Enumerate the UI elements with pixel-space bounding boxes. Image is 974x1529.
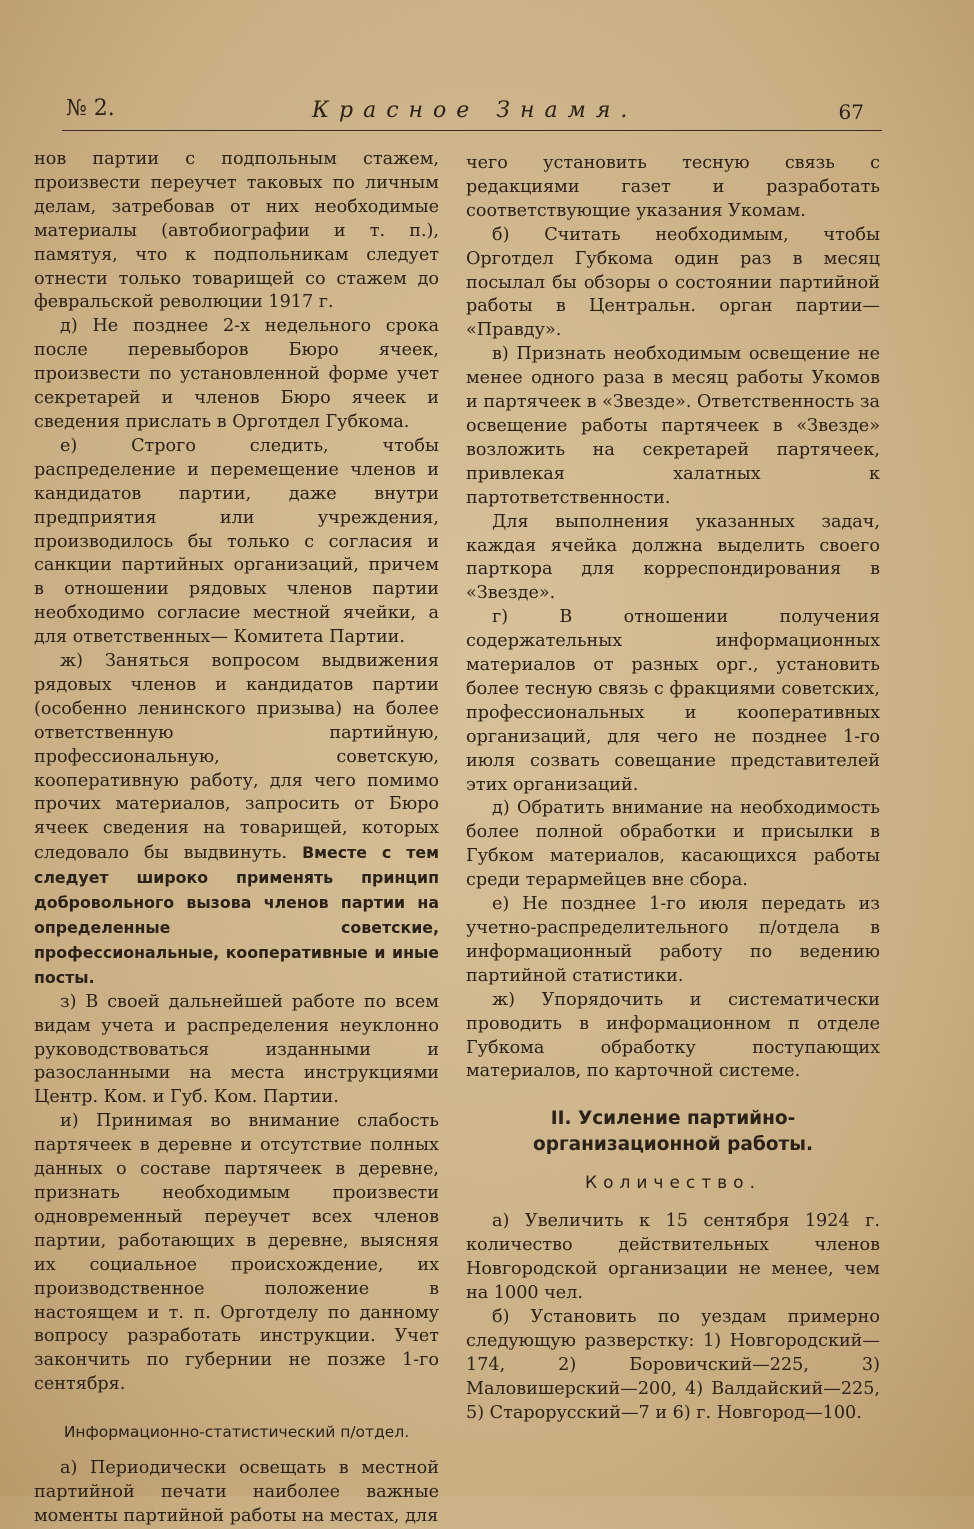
issue-number: № 2. bbox=[66, 96, 115, 121]
left-column bbox=[34, 148, 439, 1529]
page-number: 67 bbox=[838, 100, 864, 124]
paragraph: а) Периодически освещать в местной партийной печати наиболее важные моменты партийной работы на местах, для bbox=[34, 1458, 439, 1526]
paragraph bbox=[34, 650, 439, 991]
paragraph: б) Установить по уездам примерно следующую разверстку: 1) Новгородский—174, 2) Боровичский—225, 3) Маловишерский—200, 4) Валдайский—225, 5) Старорусский—7 и 6) г. Новгород—100. bbox=[466, 1306, 880, 1423]
paragraph: з) В своей дальнейшей работе по всем видам учета и распределения неуклонно руководствоваться изданными и разосланными на места инструкциями Центр. Ком. и Губ. Ком. Партии. bbox=[34, 991, 439, 1108]
paragraph: а) Увеличить к 15 сентября 1924 г. количество действительных членов Новгородской организации не менее, чем на 1000 чел. bbox=[466, 1211, 880, 1303]
paragraph: г) В отношении получения содержательных информационных материалов от разных орг., установить более тесную связь с фракциями советских, профессиональных и кооперативных организаций, для чего не позднее 1-го июля созвать совещание представителей этих организаций. bbox=[466, 607, 880, 795]
paragraph: д) Не позднее 2-х недельного срока после перевыборов Бюро ячеек, произвести по установленной форме учет секретарей и членов Бюро ячеек и сведения прислать в Орготдел Губкома. bbox=[34, 316, 439, 432]
paragraph: ж) Упорядочить и систематически проводить в информационном п отделе Губкома обработку поступающих материалов, по карточной системе. bbox=[466, 989, 880, 1082]
right-column bbox=[466, 152, 880, 1425]
page-header bbox=[62, 92, 882, 131]
journal-title: Красное Знамя. bbox=[312, 98, 638, 123]
subsection-heading: Информационно-статистический п/отдел. bbox=[63, 1423, 410, 1442]
paragraph: б) Считать необходимым, чтобы Орготдел Губкома один раз в месяц посылал бы обзоры о состоянии партийной работы в Центральн. орган партии— «Правду». bbox=[466, 224, 880, 341]
paragraph-text: ж) Заняться вопросом выдвижения рядовых членов и кандидатов партии (особенно ленинского призыва) на более ответственную партийную, профессиональную, советскую, кооперативную работу, для чего помимо прочих материалов, запросить от Бюро ячеек сведения на товарищей, которых следовало бы выдвинуть. bbox=[34, 651, 439, 864]
section-heading: II. Усиление партийно-организационной работы. bbox=[533, 1108, 813, 1156]
bold-emphasis: Вместе с тем следует широко применять принцип добровольного вызова членов партии на определенные советские, профессиональные, кооперативные и иные посты. bbox=[34, 843, 439, 987]
paragraph: в) Признать необходимым освещение не менее одного раза в месяц работы Укомов и партячеек в «Звезде». Ответственность за освещение работы партячеек в «Звезде» возложить на секретарей партячеек, привлекая халатных к партответственности. bbox=[466, 344, 881, 508]
paragraph: чего установить тесную связь с редакциями газет и разработать соответствующие указания Укомам. bbox=[466, 153, 880, 221]
subsection-heading: Количество. bbox=[585, 1173, 761, 1194]
paragraph: д) Обратить внимание на необходимость более полной обработки и присылки в Губком материалов, касающихся работы среди терармейцев вне сбора. bbox=[466, 798, 880, 891]
paragraph: е) Строго следить, чтобы распределение и перемещение членов и кандидатов партии, даже внутри предприятия или учреждения, производилось бы только с согласия и санкции партийных организаций, причем в отношении рядовых членов партии необходимо согласие местной ячейки, а для ответственных— Комитета Партии. bbox=[34, 435, 439, 648]
paragraph: нов партии с подпольным стажем, произвести переучет таковых по личным делам, затребовав от них необходимые материалы (автобиографии и т. п.), памятуя, что к подпольникам следует отнести только товарищей со стажем до февральской революции 1917 г. bbox=[34, 149, 439, 313]
paragraph: Для выполнения указанных задач, каждая ячейка должна выделить своего парткора для корреспондирования в «Звезде». bbox=[466, 511, 880, 604]
paragraph: и) Принимая во внимание слабость партячеек в деревне и отсутствие полных данных о составе партячеек в деревне, признать необходимым произвести одновременный переучет всех членов партии, работающих в деревне, выясняя их социальное происхождение, их производственное положение в настоящем и т. п. Орготделу по данному вопросу разработать инструкции. Учет закончить по губернии не позже 1-го сентября. bbox=[34, 1111, 439, 1395]
paragraph: е) Не позднее 1-го июля передать из учетно-распределительного п/отдела в информационный работу по ведению партийной статистики. bbox=[466, 894, 880, 986]
